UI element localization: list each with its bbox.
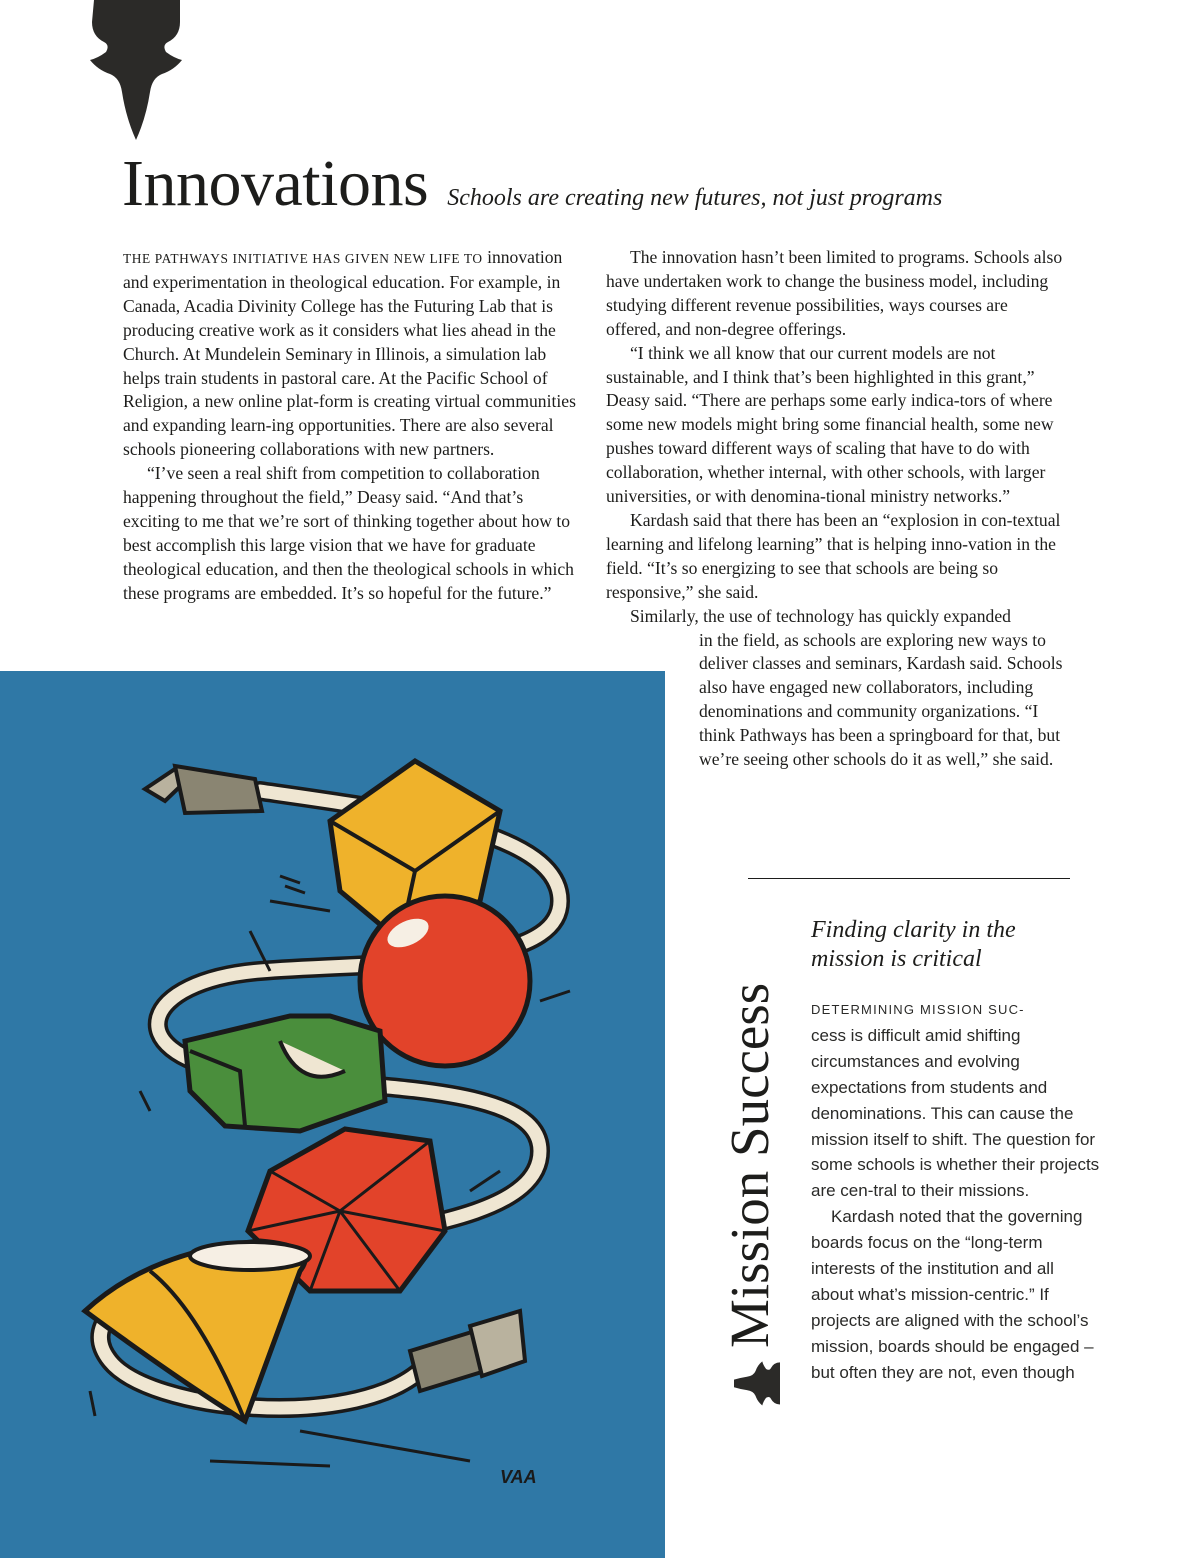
left-paragraph-1-text: innovation and experimentation in theological education. For example, in Canada, Acadia Divinity College has the Futuring Lab that is producing creative work as it considers what lies ahead in the Church. At Mundelein Seminary in Illinois, a simulation lab helps train students in pastoral care. At the Pacific School of Religion, a new online plat-form is creating virtual communities and expanding learn-ing opportunities. There are also several schools pioneering collaborations with new partners. bbox=[123, 247, 576, 460]
right-paragraph-2: “I think we all know that our current models are not sustainable, and I think that’s been highlighted in this grant,” Deasy said. “There are perhaps some early indica-tors of where some new models might bring some financial health, some new pushes toward different ways of scaling that have to do with collaboration, whether internal, with other schools, with larger universities, or with denomina-tional ministry networks.” bbox=[606, 342, 1054, 507]
arrowhead-ornament-icon bbox=[88, 0, 184, 142]
lead-in-caps: THE PATHWAYS INITIATIVE HAS GIVEN NEW LIFE TO bbox=[123, 251, 483, 266]
right-paragraph-4-rest: in the field, as schools are exploring new ways to deliver classes and seminars, Kardash said. Schools also have engaged new collaborators, including denominations and community organizations. “I think Pathways has been a springboard for that, but we’re seeing other schools do it as well,” she said. bbox=[699, 629, 1063, 770]
right-paragraph-3: Kardash said that there has been an “explosion in con-textual learning and lifelong learning” that is helping inno-vation in the field. “It’s so energizing to see that schools are being so responsive,” she said. bbox=[606, 509, 1061, 602]
right-paragraph-4-start: Similarly, the use of technology has quickly expanded bbox=[630, 605, 1011, 626]
right-paragraph-1: The innovation hasn’t been limited to programs. Schools also have undertaken work to change the business model, including studying different revenue possibilities, ways courses are offered, and non-degree offerings. bbox=[606, 247, 1063, 339]
left-paragraph-2: “I’ve seen a real shift from competition to collaboration happening throughout the field,” Deasy said. “And that’s exciting to me that we’re sort of thinking together about how to best accomplish this large vision that we have for graduate theological education, and then the theological schools in which these programs are embedded. It’s so hopeful for the future.” bbox=[123, 463, 574, 603]
green-block-shape bbox=[185, 1016, 385, 1131]
sidebar-title: Mission Success bbox=[719, 982, 780, 1348]
left-column bbox=[123, 246, 583, 606]
sidebar-body bbox=[811, 996, 1101, 1386]
page-subtitle: Schools are creating new futures, not just programs bbox=[447, 185, 943, 211]
header bbox=[122, 146, 1122, 226]
sidebar-divider bbox=[748, 878, 1070, 879]
page-title: Innovations bbox=[122, 147, 429, 220]
sidebar-paragraph-2: Kardash noted that the governing boards focus on the “long-term interests of the institution and all about what’s mission-centric.” If projects are aligned with the school’s mission, boards should be engaged – but often they are not, even though bbox=[811, 1207, 1094, 1382]
left-paragraph-1 bbox=[123, 246, 583, 462]
red-ball-shape bbox=[360, 896, 530, 1066]
sidebar-paragraph-1 bbox=[811, 996, 1101, 1204]
illustration bbox=[0, 671, 665, 1558]
sidebar-lead-caps: DETERMINING MISSION SUC- bbox=[811, 1002, 1025, 1017]
artist-signature: VAA bbox=[500, 1467, 537, 1487]
right-column bbox=[606, 246, 1066, 772]
sidebar-heading: Finding clarity in the mission is critical bbox=[811, 917, 1016, 972]
sidebar-paragraph-1-text: cess is difficult amid shifting circumstances and evolving expectations from students and denominations. This can cause the mission itself to shift. The question for some schools is whether their projects are cen-tral to their missions. bbox=[811, 1025, 1100, 1201]
arrowhead-ornament-small-icon bbox=[734, 1358, 780, 1428]
illustration-artwork bbox=[0, 671, 665, 1558]
right-paragraph-4 bbox=[606, 605, 1066, 772]
